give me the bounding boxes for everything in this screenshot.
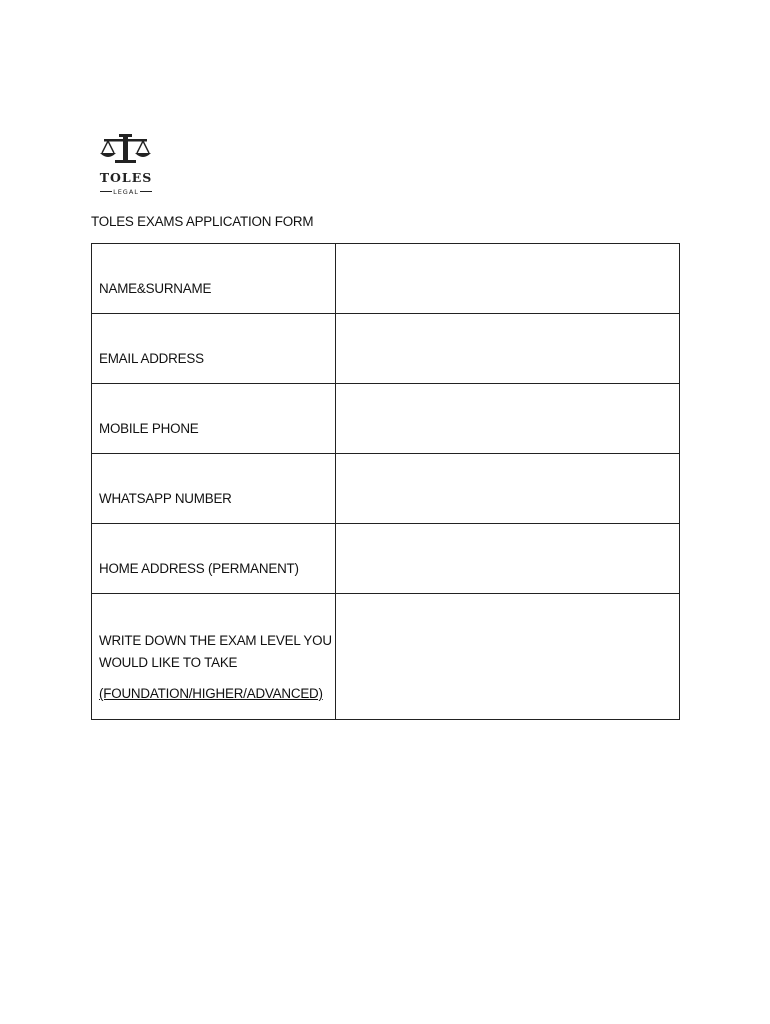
mobile-phone-field[interactable] (336, 384, 680, 454)
email-address-field[interactable] (336, 314, 680, 384)
scales-of-justice-icon (98, 134, 154, 196)
form-row-name (92, 244, 680, 314)
form-row-mobile (92, 384, 680, 454)
exam-level-field[interactable] (336, 594, 680, 720)
name-surname-field[interactable] (336, 244, 680, 314)
form-title: TOLES EXAMS APPLICATION FORM (91, 214, 314, 229)
form-row-exam-level (92, 594, 680, 720)
form-row-home-address (92, 524, 680, 594)
whatsapp-number-label: WHATSAPP NUMBER (99, 491, 232, 506)
application-form-table (91, 243, 680, 720)
mobile-phone-label: MOBILE PHONE (99, 421, 199, 436)
exam-level-label-line1: WRITE DOWN THE EXAM LEVEL YOU (99, 633, 332, 648)
toles-legal-logo (98, 134, 154, 196)
logo-subtitle: LEGAL (113, 188, 139, 196)
exam-level-label (92, 594, 335, 702)
exam-level-options-note: (FOUNDATION/HIGHER/ADVANCED) (99, 686, 323, 701)
email-address-label: EMAIL ADDRESS (99, 351, 204, 366)
form-row-whatsapp (92, 454, 680, 524)
home-address-field[interactable] (336, 524, 680, 594)
whatsapp-number-field[interactable] (336, 454, 680, 524)
name-surname-label: NAME&SURNAME (99, 281, 212, 296)
logo-wordmark: TOLES (99, 170, 153, 185)
form-row-email (92, 314, 680, 384)
exam-level-label-line2: WOULD LIKE TO TAKE (99, 655, 238, 670)
home-address-label: HOME ADDRESS (PERMANENT) (99, 561, 299, 576)
